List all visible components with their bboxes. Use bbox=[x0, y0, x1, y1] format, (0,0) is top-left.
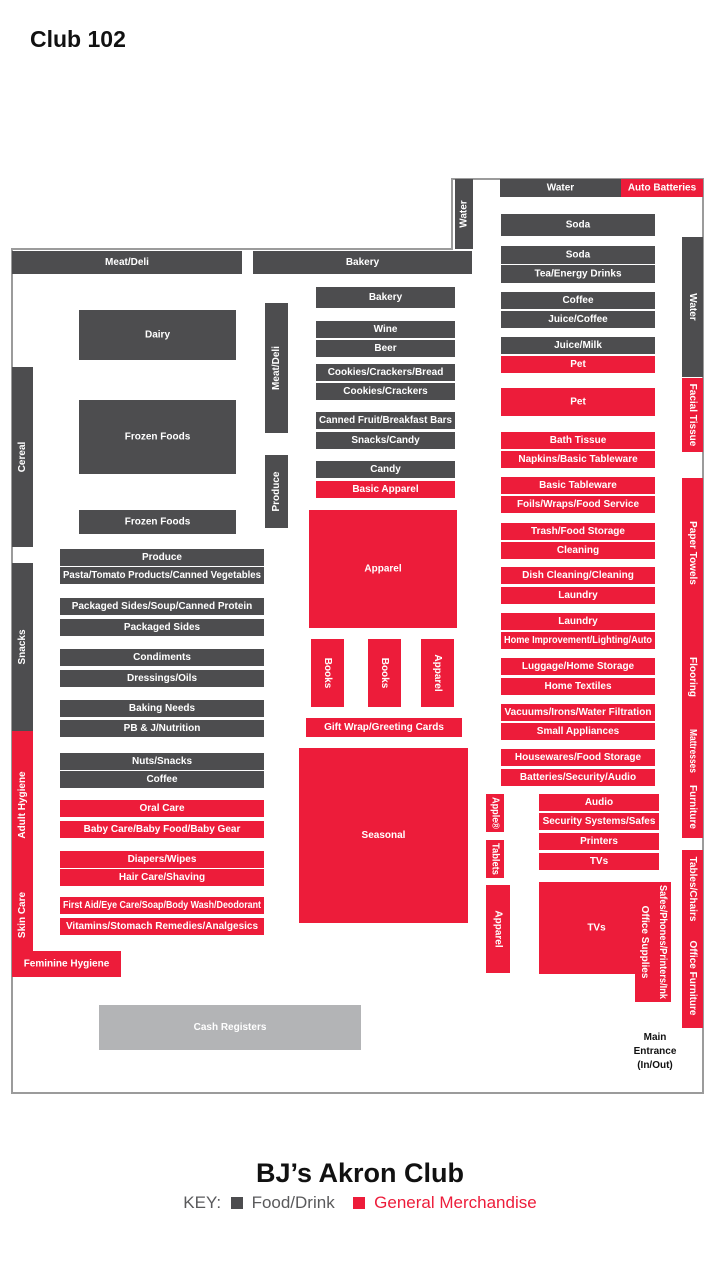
section-label: Luggage/Home Storage bbox=[521, 661, 635, 672]
section-frozen-foods bbox=[79, 400, 236, 474]
section-wine bbox=[316, 321, 455, 338]
section-label: Snacks bbox=[17, 629, 28, 665]
section-condiments bbox=[60, 649, 264, 666]
section-label: Dish Cleaning/Cleaning bbox=[522, 570, 634, 581]
section-label: Paper Towels bbox=[687, 521, 698, 585]
section-label: Basic Apparel bbox=[352, 484, 419, 495]
section-label: Coffee bbox=[562, 295, 594, 306]
section-paper-towels bbox=[682, 478, 703, 628]
section-label: Condiments bbox=[133, 652, 191, 663]
section-flooring bbox=[682, 628, 703, 726]
section-auto-batteries bbox=[621, 179, 703, 197]
section-label: Tea/Energy Drinks bbox=[534, 268, 622, 280]
section-soda bbox=[501, 214, 655, 236]
section-label: Basic Tableware bbox=[539, 480, 617, 491]
section-label: Cereal bbox=[17, 441, 28, 473]
section-office-supplies bbox=[635, 882, 654, 1002]
section-safes-phones-printers-ink bbox=[654, 882, 671, 1009]
main-entrance-label bbox=[626, 1031, 684, 1073]
section-label: Bakery bbox=[368, 292, 403, 303]
section-label: Auto Batteries bbox=[627, 182, 697, 194]
section-label: Small Appliances bbox=[536, 726, 620, 737]
section-skin-care bbox=[12, 879, 33, 951]
section-label: Meat/Deli bbox=[271, 346, 282, 390]
section-coffee bbox=[501, 292, 655, 309]
section-label: Cookies/Crackers/Bread bbox=[327, 367, 444, 378]
map-key bbox=[0, 1193, 720, 1213]
entrance-line-2: Entrance bbox=[633, 1046, 677, 1057]
section-label: Gift Wrap/Greeting Cards bbox=[324, 722, 444, 733]
section-meat-deli bbox=[12, 251, 242, 274]
section-first-aid-eye-care-soap-body-wash-deodorant bbox=[60, 897, 264, 914]
section-vacuums-irons-water-filtration bbox=[501, 704, 655, 721]
section-label: Foils/Wraps/Food Service bbox=[516, 499, 640, 510]
section-label: Wine bbox=[373, 324, 398, 335]
section-apple bbox=[486, 794, 504, 832]
section-packaged-sides bbox=[60, 619, 264, 636]
section-label: Produce bbox=[271, 471, 282, 512]
section-dressings-oils bbox=[60, 670, 264, 687]
section-label: Feminine Hygiene bbox=[23, 958, 110, 970]
section-furniture bbox=[682, 776, 703, 838]
section-feminine-hygiene bbox=[12, 951, 121, 977]
section-oral-care bbox=[60, 800, 264, 817]
section-basic-tableware bbox=[501, 477, 655, 494]
section-bath-tissue bbox=[501, 432, 655, 449]
section-label: Produce bbox=[141, 552, 183, 563]
section-basic-apparel bbox=[316, 481, 455, 498]
section-label: Batteries/Security/Audio bbox=[519, 772, 637, 783]
section-printers bbox=[539, 833, 659, 850]
section-snacks-candy bbox=[316, 432, 455, 449]
section-label: Juice/Coffee bbox=[548, 314, 608, 325]
section-label: Packaged Sides/Soup/Canned Protein bbox=[71, 601, 253, 612]
section-trash-food-storage bbox=[501, 523, 655, 540]
section-label: Office Furniture bbox=[687, 940, 698, 1016]
section-label: Skin Care bbox=[17, 891, 28, 939]
store-name: BJ’s Akron Club bbox=[255, 1158, 465, 1188]
section-label: Trash/Food Storage bbox=[531, 526, 625, 537]
general-swatch-icon bbox=[353, 1197, 365, 1209]
section-security-systems-safes bbox=[539, 813, 659, 830]
section-label: TVs bbox=[589, 856, 609, 867]
section-hair-care-shaving bbox=[60, 869, 264, 886]
section-label: Safes/Phones/Printers/Ink bbox=[657, 885, 668, 1009]
section-seasonal bbox=[299, 748, 468, 923]
section-label: Water bbox=[687, 293, 698, 321]
section-pet bbox=[501, 388, 655, 416]
section-label: Candy bbox=[370, 464, 401, 475]
section-small-appliances bbox=[501, 723, 655, 740]
section-label: Tablets bbox=[489, 843, 501, 878]
section-label: Snacks/Candy bbox=[351, 435, 420, 446]
section-label: Pasta/Tomato Products/Canned Vegetables bbox=[63, 570, 262, 581]
section-tea-energy-drinks bbox=[501, 265, 655, 283]
section-label: Home Improvement/Lighting/Auto bbox=[504, 635, 652, 646]
key-general-label: General Merchandise bbox=[374, 1193, 537, 1212]
section-label: Books bbox=[379, 657, 390, 689]
section-label: TVs bbox=[587, 922, 606, 934]
section-apparel bbox=[309, 510, 457, 628]
section-label: Diapers/Wipes bbox=[127, 854, 197, 865]
section-baking-needs bbox=[60, 700, 264, 717]
section-label: Oral Care bbox=[139, 803, 185, 814]
section-tables-chairs bbox=[682, 850, 703, 928]
section-books bbox=[368, 639, 401, 707]
section-juice-milk bbox=[501, 337, 655, 354]
section-label: Canned Fruit/Breakfast Bars bbox=[319, 415, 453, 426]
section-label: Home Textiles bbox=[544, 681, 612, 692]
section-dairy bbox=[79, 310, 236, 360]
key-food-label: Food/Drink bbox=[251, 1193, 335, 1212]
section-housewares-food-storage bbox=[501, 749, 655, 766]
section-label: Security Systems/Safes bbox=[542, 816, 656, 827]
section-label: Vacuums/Irons/Water Filtration bbox=[504, 707, 652, 718]
section-label: Frozen Foods bbox=[124, 516, 191, 528]
section-label: Facial Tissue bbox=[687, 383, 698, 447]
section-facial-tissue bbox=[682, 378, 703, 452]
section-label: Apparel bbox=[492, 910, 504, 948]
section-label: Furniture bbox=[687, 785, 698, 829]
section-label: Cash Registers bbox=[193, 1022, 267, 1033]
section-label: Seasonal bbox=[361, 830, 406, 841]
section-label: Apple® bbox=[489, 797, 501, 833]
section-produce bbox=[60, 549, 264, 566]
section-beer bbox=[316, 340, 455, 357]
section-water bbox=[500, 179, 621, 197]
entrance-line-3: (In/Out) bbox=[637, 1060, 673, 1071]
section-label: Water bbox=[458, 200, 470, 228]
section-label: Soda bbox=[565, 249, 591, 261]
section-label: Flooring bbox=[687, 657, 698, 697]
section-gift-wrap-greeting-cards bbox=[306, 718, 462, 737]
section-diapers-wipes bbox=[60, 851, 264, 868]
section-cookies-crackers-bread bbox=[316, 364, 455, 381]
section-label: Cleaning bbox=[556, 545, 600, 556]
section-label: Baking Needs bbox=[128, 703, 196, 714]
section-label: Napkins/Basic Tableware bbox=[518, 454, 638, 465]
section-mattresses bbox=[682, 726, 703, 782]
section-label: Soda bbox=[565, 219, 591, 231]
section-label: Frozen Foods bbox=[124, 431, 191, 443]
section-books bbox=[311, 639, 344, 707]
section-office-furniture bbox=[682, 928, 703, 1028]
section-produce bbox=[265, 455, 288, 528]
section-bakery bbox=[316, 287, 455, 308]
section-pet bbox=[501, 356, 655, 373]
section-frozen-foods bbox=[79, 510, 236, 534]
section-bakery bbox=[253, 251, 472, 274]
food-swatch-icon bbox=[231, 1197, 243, 1209]
section-label: Laundry bbox=[558, 590, 598, 601]
entrance-line-1: Main bbox=[643, 1032, 667, 1043]
club-number: Club 102 bbox=[30, 26, 126, 52]
section-label: Coffee bbox=[146, 774, 178, 785]
section-label: Beer bbox=[374, 343, 397, 354]
section-canned-fruit-breakfast-bars bbox=[316, 412, 455, 429]
section-cleaning bbox=[501, 542, 655, 559]
key-label: KEY: bbox=[183, 1193, 222, 1212]
section-label: Office Supplies bbox=[639, 905, 650, 979]
section-pasta-tomato-products-canned-vegetables bbox=[60, 567, 264, 584]
section-label: Bath Tissue bbox=[549, 435, 607, 446]
section-tvs bbox=[539, 853, 659, 870]
section-audio bbox=[539, 794, 659, 811]
section-home-textiles bbox=[501, 678, 655, 695]
section-label: Meat/Deli bbox=[105, 257, 149, 268]
section-label: Vitamins/Stomach Remedies/Analgesics bbox=[65, 921, 259, 932]
section-tablets bbox=[486, 840, 504, 878]
section-vitamins-stomach-remedies-analgesics bbox=[60, 918, 264, 935]
section-apparel bbox=[486, 885, 510, 973]
section-label: Tables/Chairs bbox=[687, 856, 698, 922]
section-label: Dressings/Oils bbox=[126, 673, 198, 684]
section-label: Baby Care/Baby Food/Baby Gear bbox=[83, 824, 241, 835]
section-juice-coffee bbox=[501, 311, 655, 328]
section-label: Cookies/Crackers bbox=[343, 386, 428, 397]
section-label: Water bbox=[546, 182, 575, 194]
section-label: Pet bbox=[570, 359, 586, 370]
section-label: Laundry bbox=[558, 616, 598, 627]
section-label: Housewares/Food Storage bbox=[514, 752, 642, 763]
section-cereal bbox=[12, 367, 33, 547]
section-label: Books bbox=[322, 657, 333, 689]
section-label: Printers bbox=[580, 836, 618, 847]
section-label: Dairy bbox=[144, 329, 171, 341]
section-dish-cleaning-cleaning bbox=[501, 567, 655, 584]
section-label: Pet bbox=[570, 396, 586, 408]
section-label: Audio bbox=[584, 797, 614, 808]
section-label: Mattresses bbox=[687, 729, 698, 782]
section-cash-registers bbox=[99, 1005, 361, 1050]
section-baby-care-baby-food-baby-gear bbox=[60, 821, 264, 838]
section-label: Adult Hygiene bbox=[17, 771, 28, 839]
section-pb-j-nutrition bbox=[60, 720, 264, 737]
section-label: First Aid/Eye Care/Soap/Body Wash/Deodorant bbox=[63, 900, 262, 911]
section-packaged-sides-soup-canned-protein bbox=[60, 598, 264, 615]
section-soda bbox=[501, 246, 655, 264]
section-label: Juice/Milk bbox=[554, 340, 602, 351]
section-label: Bakery bbox=[345, 257, 380, 268]
section-water bbox=[682, 237, 703, 377]
section-label: Nuts/Snacks bbox=[131, 756, 193, 767]
section-apparel bbox=[421, 639, 454, 707]
section-label: Packaged Sides bbox=[123, 622, 201, 633]
section-label: Hair Care/Shaving bbox=[118, 872, 206, 883]
section-home-improvement-lighting-auto bbox=[501, 632, 655, 649]
section-luggage-home-storage bbox=[501, 658, 655, 675]
section-label: Apparel bbox=[432, 654, 443, 692]
section-batteries-security-audio bbox=[501, 769, 655, 786]
section-napkins-basic-tableware bbox=[501, 451, 655, 468]
section-nuts-snacks bbox=[60, 753, 264, 770]
section-laundry bbox=[501, 587, 655, 604]
section-coffee bbox=[60, 771, 264, 788]
section-foils-wraps-food-service bbox=[501, 496, 655, 513]
section-adult-hygiene bbox=[12, 731, 33, 879]
section-meat-deli bbox=[265, 303, 288, 433]
section-snacks bbox=[12, 563, 33, 731]
section-label: PB & J/Nutrition bbox=[123, 723, 201, 734]
section-candy bbox=[316, 461, 455, 478]
section-laundry bbox=[501, 613, 655, 630]
section-cookies-crackers bbox=[316, 383, 455, 400]
section-water bbox=[455, 179, 473, 249]
section-label: Apparel bbox=[364, 563, 402, 575]
